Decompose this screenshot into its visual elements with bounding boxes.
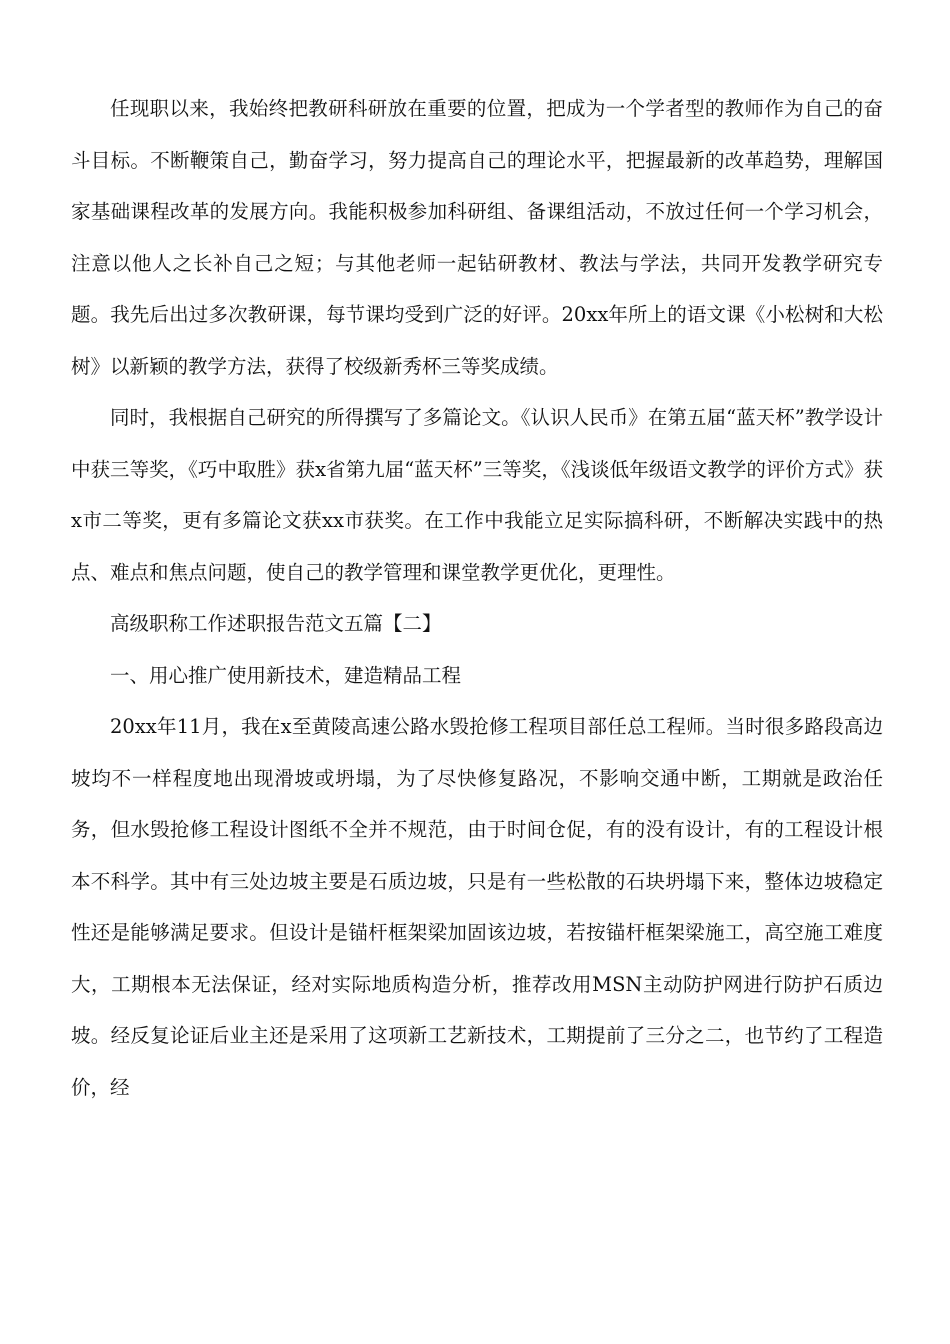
paragraph-research: 任现职以来，我始终把教研科研放在重要的位置，把成为一个学者型的教师作为自己的奋斗目标。不断鞭策自己，勤奋学习，努力提高自己的理论水平，把握最新的改革趋势，理解国家基础课程改革的发展方向。我能积极参加科研组、备课组活动，不放过任何一个学习机会，注意以他人之长补自己之短；与其他老师一起钻研教材、教法与学法，共同开发教学研究专题。我先后出过多次教研课，每节课均受到广泛的好评。20xx年所上的语文课《小松树和大松树》以新颖的教学方法，获得了校级新秀杯三等奖成绩。 bbox=[71, 97, 883, 378]
paragraph-papers: 同时，我根据自己研究的所得撰写了多篇论文。《认识人民币》在第五届“蓝天杯”教学设计中获三等奖，《巧中取胜》获x省第九届“蓝天杯”三等奖，《浅谈低年级语文教学的评价方式》获x市二等奖，更有多篇论文获xx市获奖。在工作中我能立足实际搞科研，不断解决实践中的热点、难点和焦点问题，使自己的教学管理和课堂教学更优化，更理性。 bbox=[71, 406, 883, 584]
document-body bbox=[71, 83, 883, 1113]
paragraph-engineering: 20xx年11月，我在x至黄陵高速公路水毁抢修工程项目部任总工程师。当时很多路段高边坡均不一样程度地出现滑坡或坍塌，为了尽快修复路况，不影响交通中断，工期就是政治任务，但水毁抢修工程设计图纸不全并不规范，由于时间仓促，有的没有设计，有的工程设计根本不科学。其中有三处边坡主要是石质边坡，只是有一些松散的石块坍塌下来，整体边坡稳定性还是能够满足要求。但设计是锚杆框架梁加固该边坡，若按锚杆框架梁施工，高空施工难度大，工期根本无法保证，经对实际地质构造分析，推荐改用MSN主动防护网进行防护石质边坡。经反复论证后业主还是采用了这项新工艺新技术，工期提前了三分之二，也节约了工程造价，经 bbox=[71, 715, 883, 1099]
section-title: 高级职称工作述职报告范文五篇【二】 bbox=[110, 612, 442, 635]
subsection-title: 一、用心推广使用新技术，建造精品工程 bbox=[110, 663, 462, 687]
